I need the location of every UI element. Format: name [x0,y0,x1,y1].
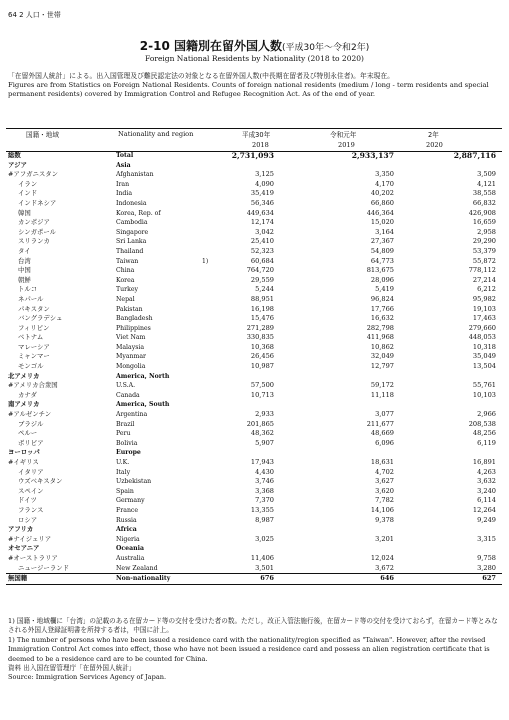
table-row [6,487,502,497]
value-2020: 627 [482,574,496,583]
value-2019: 15,020 [370,218,394,227]
country-name-en: Bolivia [116,439,138,447]
value-2020: 2,958 [477,227,496,236]
country-name-en: Sri Lanka [116,238,147,246]
value-2019: 10,862 [370,342,394,351]
country-name-ja: 中国 [18,266,31,275]
region-row [6,525,502,535]
value-2018: 29,559 [250,275,274,284]
value-2018: 60,684 [250,256,274,265]
value-2020: 55,761 [472,381,496,390]
country-name-en: Nepal [116,295,135,303]
value-2019: 282,798 [366,323,394,332]
value-2020: 12,264 [472,505,496,514]
country-name-en: Spain [116,487,134,495]
value-2020: 53,379 [472,246,496,255]
value-2018: 15,476 [250,314,274,323]
value-2019: 5,419 [375,285,394,294]
table-row [6,314,502,324]
country-name-ja: フィリピン [18,323,50,332]
value-2020: 426,908 [468,208,496,217]
table-header [6,128,502,152]
value-2020: 95,982 [472,294,496,303]
value-2018: 3,746 [255,477,274,486]
value-2018: 11,406 [250,553,274,562]
country-name-ja: ウズベキスタン [18,477,63,486]
value-2019: 6,096 [375,438,394,447]
country-name-ja: 総数 [8,151,21,159]
country-name-en: Indonesia [116,199,147,207]
country-name-ja: オセアニア [8,544,40,553]
value-2018: 52,323 [250,246,274,255]
value-2019: 96,824 [370,294,394,303]
value-2020: 448,053 [468,333,496,342]
country-name-ja: #アルゼンチン [8,410,52,419]
country-name-en: Cambodia [116,219,148,227]
value-2020: 16,659 [472,218,496,227]
value-2020: 208,538 [468,419,496,428]
header-year3-ja: 2年 [428,131,439,139]
country-name-ja: 南アメリカ [8,400,40,409]
table-row [6,285,502,295]
country-name-ja: ニュージーランド [18,563,69,572]
value-2018: 17,943 [250,458,274,466]
value-2018: 48,362 [250,429,274,438]
country-name-en: Turkey [116,286,138,294]
value-2020: 279,660 [468,323,496,332]
value-2019: 16,632 [370,314,394,323]
value-2019: 28,096 [370,275,394,284]
country-name-en: Philippines [116,324,151,332]
country-name-ja: #アメリカ合衆国 [8,381,58,390]
table-row [6,170,502,180]
value-2018: 2,731,093 [231,151,274,160]
country-name-ja: シンガポール [18,227,57,236]
country-name-en: Thailand [116,247,144,255]
country-name-en: Oceania [116,545,144,553]
value-2020: 6,114 [477,496,496,505]
value-2018: 10,987 [250,362,274,371]
country-name-ja: 朝鮮 [18,275,31,284]
value-2020: 9,758 [477,553,496,562]
table-row [6,362,502,372]
country-name-en: America, South [116,401,170,409]
table-row [6,468,502,478]
country-name-ja: カンボジア [18,218,50,227]
value-2018: 13,355 [250,505,274,514]
country-name-ja: ブラジル [18,419,44,428]
value-2019: 3,620 [375,486,394,495]
value-2019: 40,202 [370,189,394,198]
country-name-en: Argentina [116,411,148,419]
value-2020: 55,872 [472,256,496,265]
table-row [6,247,502,257]
country-name-ja: カナダ [18,390,37,399]
country-name-en: Viet Nam [116,334,146,342]
country-name-en: China [116,267,135,275]
table-row [6,218,502,228]
country-name-ja: ベトナム [18,333,44,342]
country-name-en: Bangladesh [116,315,153,323]
value-2018: 449,634 [246,208,274,217]
country-name-ja: モンゴル [18,362,44,371]
country-name-en: Brazil [116,420,135,428]
value-2019: 211,677 [366,419,394,428]
country-name-ja: 北アメリカ [8,371,40,380]
value-2018: 10,368 [250,342,274,351]
value-2019: 813,675 [366,266,394,275]
value-2019: 4,702 [375,467,394,476]
table-row [6,420,502,430]
table-row [6,391,502,401]
table-row [6,477,502,487]
value-2018: 3,042 [255,227,274,236]
value-2020: 778,112 [468,266,496,275]
value-2019: 3,350 [375,170,394,179]
value-2019: 11,118 [370,390,394,399]
country-name-en: Canada [116,391,140,399]
footnote-ja: 1) 国籍・地域欄に「台湾」の記載のある在留カード等の交付を受けた者の数。ただし，改正入管法施行後，在留カード等の交付を受けておらず，在留カード等とみなされる外国人登録証明書を所持する者は，中国に計上。 [8,617,498,635]
value-2019: 411,968 [366,333,394,342]
country-name-en: Afghanistan [116,171,154,179]
value-2019: 64,773 [370,256,394,265]
country-name-ja: インド [18,189,38,198]
table-row [6,324,502,334]
value-2018: 3,368 [255,486,274,495]
country-name-ja: #アフガニスタン [8,170,59,179]
table-row [6,429,502,439]
country-name-en: Australia [116,554,145,562]
value-2020: 3,632 [477,477,496,486]
value-2018: 3,125 [255,170,274,179]
value-2019: 27,367 [370,237,394,246]
country-name-en: Non-nationality [116,575,171,583]
value-2019: 14,106 [370,505,394,514]
page-title [0,37,509,54]
country-name-en: India [116,190,133,198]
value-2018: 12,174 [250,218,274,227]
title-main: 2-10 国籍別在留外国人数 [139,39,282,53]
country-name-en: Russia [116,516,137,524]
value-2020: 13,504 [472,362,496,371]
value-2019: 3,077 [375,410,394,419]
value-2020: 66,832 [472,198,496,207]
table-row [6,496,502,506]
region-row [6,544,502,554]
value-2020: 3,280 [477,563,496,572]
table-row [6,209,502,219]
country-name-en: Italy [116,468,131,476]
value-2020: 3,315 [477,534,496,543]
country-name-en: Nigeria [116,535,140,543]
country-name-en: Europe [116,449,141,457]
country-name-ja: #オーストラリア [8,553,58,562]
value-2018: 25,410 [250,237,274,246]
value-2018: 676 [260,574,274,583]
value-2018: 764,720 [246,266,274,275]
value-2020: 27,214 [472,275,496,284]
value-2018: 57,500 [250,381,274,390]
value-2020: 9,249 [477,515,496,524]
country-name-en: France [116,506,139,514]
country-name-en: U.S.A. [116,382,136,390]
value-2018: 3,501 [255,563,274,572]
value-2019: 48,669 [370,429,394,438]
table-row [6,381,502,391]
country-name-ja: アフリカ [8,525,34,534]
header-nationality-en: Nationality and region [118,130,194,138]
table-row [6,410,502,420]
value-2019: 3,627 [375,477,394,486]
title-period: (平成30年～令和2年) [282,43,370,53]
value-2019: 4,170 [375,179,394,188]
country-name-ja: トルコ [18,285,38,294]
region-row [6,161,502,171]
table-row [6,276,502,286]
value-2018: 56,346 [250,198,274,207]
table-row [6,189,502,199]
value-2018: 7,370 [255,496,274,505]
country-name-en: Peru [116,430,131,438]
value-2018: 271,289 [246,323,274,332]
table-row [6,305,502,315]
country-name-ja: パキスタン [18,304,50,313]
value-2019: 3,201 [375,534,394,543]
country-name-ja: スペイン [18,486,44,495]
country-name-ja: マレーシア [18,342,50,351]
value-2019: 59,172 [370,381,394,390]
header-year1-ja: 平成30年 [242,131,271,139]
value-2019: 3,164 [375,227,394,236]
value-2019: 12,797 [370,362,394,371]
value-2018: 8,987 [255,515,274,524]
country-name-en: Iran [116,180,130,188]
description-ja: 「在留外国人統計」による。出入国管理及び難民認定法の対象となる在留外国人数(中長期在留者及び特別永住者)。年末現在。 [8,72,394,80]
table-row [6,564,502,574]
country-name-ja: インドネシア [18,198,57,207]
country-name-en: Myanmar [116,353,147,361]
value-2019: 54,809 [370,246,394,255]
country-name-en: Pakistan [116,305,143,313]
value-2019: 32,049 [370,352,394,361]
table-row [6,180,502,190]
value-2020: 2,887,116 [453,151,496,160]
value-2020: 35,049 [472,352,496,361]
total-row [6,151,502,161]
table-row [6,343,502,353]
value-2018: 4,430 [255,467,274,476]
country-name-ja: ヨーロッパ [8,448,40,457]
description-en: Figures are from Statistics on Foreign National Residents. Counts of foreign national residents (medium / long - term residents and special permanent residents) covered by Immigration Control and Refugee Recognition Act. As of the end of year. [8,81,489,99]
region-row [6,372,502,382]
value-2020: 29,290 [472,237,496,246]
country-name-ja: ドイツ [18,496,37,505]
value-2020: 4,263 [477,467,496,476]
country-name-en: Uzbekistan [116,478,152,486]
value-2020: 4,121 [477,179,496,188]
value-2018: 3,025 [255,534,274,543]
page-header: 64 2 人口・世帯 [8,11,61,19]
value-2020: 48,256 [472,429,496,438]
value-2019: 3,672 [375,563,394,572]
country-name-en: Asia [116,161,131,169]
table-row [6,439,502,449]
table-row [6,352,502,362]
value-2020: 6,212 [477,285,496,294]
value-2018: 5,244 [255,285,274,294]
value-2020: 17,463 [472,314,496,323]
value-2018: 330,835 [246,333,274,342]
country-name-en: New Zealand [116,564,158,572]
header-nationality-ja: 国籍・地域 [26,131,59,139]
table-row [6,199,502,209]
value-2019: 66,860 [370,198,394,207]
country-name-en: Singapore [116,228,149,236]
table-row [6,333,502,343]
value-2020: 10,318 [472,342,496,351]
footnotes [8,617,500,683]
header-year3-en: 2020 [426,141,443,149]
table-row [6,266,502,276]
table-row [6,257,502,267]
country-name-en: America, North [116,372,170,380]
country-name-ja: 無国籍 [8,574,28,583]
value-2019: 17,766 [370,304,394,313]
country-name-ja: ミャンマー [18,352,50,361]
country-name-en: Mongolia [116,363,146,371]
header-year2-en: 2019 [338,141,355,149]
country-name-ja: ネパール [18,294,44,303]
country-name-ja: 韓国 [18,208,31,217]
value-2019: 9,378 [375,515,394,524]
header-year2-ja: 令和元年 [330,131,357,139]
country-name-ja: タイ [18,246,31,255]
country-name-en: Taiwan [116,257,139,265]
country-name-en: U.K. [116,459,130,466]
country-name-ja: イラン [18,179,38,188]
region-row [6,448,502,458]
page-subtitle: Foreign National Residents by Nationality (2018 to 2020) [145,54,364,63]
table-row [6,458,502,468]
table-row [6,295,502,305]
value-2018: 16,198 [250,304,274,313]
country-name-en: Korea [116,276,135,284]
country-name-ja: #ナイジェリア [8,534,52,543]
value-2018: 88,951 [250,294,274,303]
value-2018: 35,419 [250,189,274,198]
country-name-ja: バングラデシュ [18,314,63,323]
country-name-ja: イタリア [18,467,44,476]
value-2018: 201,865 [246,419,274,428]
table-row [6,573,502,585]
table-row [6,535,502,545]
footnote-marker: 1) [202,257,209,265]
value-2018: 10,713 [250,390,274,399]
table-row [6,506,502,516]
table-row [6,228,502,238]
value-2020: 3,240 [477,486,496,495]
country-name-ja: ボリビア [18,438,44,447]
value-2019: 18,631 [370,458,394,466]
value-2019: 446,364 [366,208,394,217]
country-name-ja: 台湾 [18,256,31,265]
value-2019: 12,024 [370,553,394,562]
region-row [6,400,502,410]
country-name-en: Germany [116,497,145,505]
value-2018: 4,090 [255,179,274,188]
country-name-en: Africa [116,526,137,534]
country-name-en: Korea, Rep. of [116,209,161,217]
source-en: Source: Immigration Services Agency of Japan. [8,673,167,682]
value-2019: 7,782 [375,496,394,505]
value-2020: 38,558 [472,189,496,198]
table-row [6,237,502,247]
value-2020: 16,891 [472,458,496,466]
country-name-ja: ペルー [18,429,38,438]
value-2020: 6,119 [477,438,496,447]
country-name-ja: #イギリス [8,458,39,466]
country-name-ja: フランス [18,505,44,514]
table-row [6,554,502,564]
country-name-en: Malaysia [116,343,145,351]
value-2019: 2,933,137 [351,151,394,160]
value-2018: 2,933 [255,410,274,419]
value-2020: 10,103 [472,390,496,399]
country-name-ja: ロシア [18,515,38,524]
value-2018: 5,907 [255,438,274,447]
value-2020: 19,103 [472,304,496,313]
value-2020: 2,966 [477,410,496,419]
value-2019: 646 [380,574,394,583]
footnote-en: 1) The number of persons who have been issued a residence card with the nationality/region specified as "Taiwan". However, after the revised Immigration Control Act comes into effect, those who have not been issued a residence card and possess an alien registration certificate that is deemed to be a residence card are to be counted for China. [8,635,490,663]
table-row [6,516,502,526]
value-2020: 3,509 [477,170,496,179]
value-2018: 26,456 [250,352,274,361]
country-name-ja: アジア [8,160,27,169]
source-ja: 資料 出入国在留管理庁「在留外国人統計」 [8,664,136,673]
country-name-ja: スリランカ [18,237,50,246]
country-name-en: Total [116,152,134,159]
header-year1-en: 2018 [252,141,269,149]
table-body [6,151,502,585]
description [8,72,500,100]
